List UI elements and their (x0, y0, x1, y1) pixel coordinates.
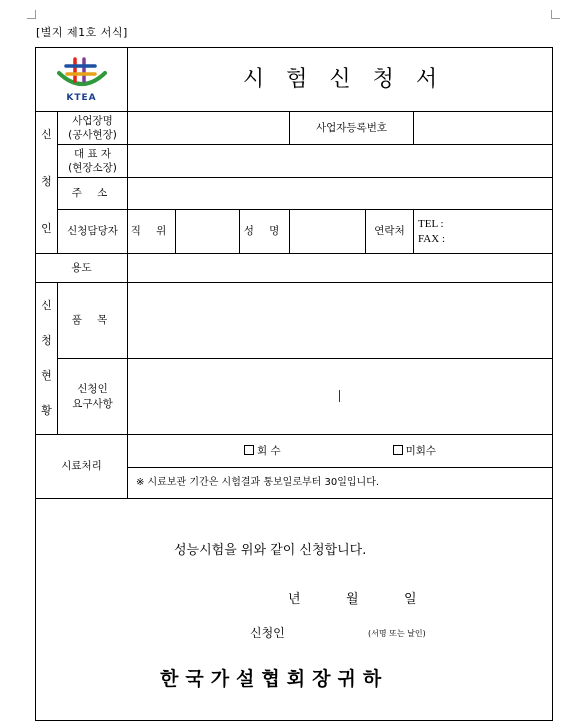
request-label: 신청인 (77, 383, 108, 396)
status-group-char: 신 (41, 298, 52, 312)
applicant-group-char: 인 (41, 221, 52, 235)
reg-number-label: 사업자등록번호 (290, 112, 414, 145)
name-field[interactable] (290, 210, 366, 254)
status-group-char: 황 (41, 403, 52, 417)
purpose-field[interactable] (128, 254, 553, 283)
manager-label: 신청담당자 (58, 210, 128, 254)
sample-options-cell (128, 435, 553, 468)
return-option[interactable] (244, 444, 281, 458)
representative-label: 대 표 자 (73, 147, 112, 160)
date-year-label: 년 (288, 592, 301, 607)
contact-label: 연락처 (366, 210, 414, 254)
applicant-group-char: 신 (41, 128, 52, 142)
form-label: [별지 제1호 서식] (36, 26, 128, 39)
applicant-sign-label: 신청인 (250, 626, 285, 640)
company-name-label: 사업장명 (72, 114, 113, 127)
sample-label: 시료처리 (36, 435, 128, 499)
request-label-cell (58, 359, 128, 435)
reg-number-field[interactable] (414, 112, 553, 145)
name-label-cell (240, 210, 290, 254)
item-field[interactable] (128, 283, 553, 359)
logo-text: KTEA (66, 92, 97, 103)
application-form (35, 47, 553, 721)
ktea-logo-icon (53, 55, 111, 91)
applicant-group-char: 청 (41, 175, 52, 189)
address-label: 주 소 (71, 187, 114, 200)
address-field[interactable] (128, 178, 553, 210)
request-sub: 요구사항 (72, 397, 113, 410)
crop-mark-top-left (27, 10, 36, 19)
text-cursor (339, 390, 340, 402)
status-group-cell (36, 283, 58, 435)
status-group-char: 청 (41, 333, 52, 347)
address-label-cell (58, 178, 128, 210)
form-title-cell (128, 48, 553, 112)
representative-sub: (현장소장) (68, 162, 117, 174)
return-option-label: 회 수 (256, 444, 281, 457)
noreturn-option[interactable] (393, 444, 436, 458)
position-label-cell (128, 210, 176, 254)
purpose-label: 용도 (36, 254, 128, 283)
retention-note: ※ 시료보관 기간은 시험결과 통보일로부터 30일입니다. (128, 468, 553, 499)
item-label-cell (58, 283, 128, 359)
noreturn-option-label: 미회수 (405, 444, 437, 457)
item-label: 품 목 (71, 314, 114, 327)
name-label: 성 명 (243, 225, 286, 238)
date-day-label: 일 (404, 592, 417, 607)
company-name-field[interactable] (128, 112, 290, 145)
request-field[interactable] (128, 359, 553, 435)
representative-field[interactable] (128, 145, 553, 178)
status-group-char: 현 (41, 368, 52, 382)
applicant-group-cell (36, 112, 58, 254)
position-label: 직 위 (130, 225, 173, 238)
contact-field[interactable] (414, 210, 553, 254)
noreturn-checkbox[interactable] (393, 445, 403, 455)
company-name-label-cell (58, 112, 128, 145)
representative-label-cell (58, 145, 128, 178)
date-month-label: 월 (346, 592, 359, 607)
tel-label: TEL : (418, 217, 444, 230)
fax-label: FAX : (418, 232, 445, 245)
form-title: 시험신청서 (242, 66, 460, 92)
position-field[interactable] (176, 210, 240, 254)
crop-mark-top-right (551, 10, 560, 19)
declaration-statement: 성능시험을 위와 같이 신청합니다. (174, 543, 367, 558)
return-checkbox[interactable] (244, 445, 254, 455)
company-name-sub: (공사현장) (68, 129, 117, 141)
sign-note: (서명 또는 날인) (368, 629, 426, 638)
logo-cell (36, 48, 128, 112)
addressee: 한국가설협회장귀하 (160, 668, 389, 690)
declaration-cell (36, 499, 553, 721)
